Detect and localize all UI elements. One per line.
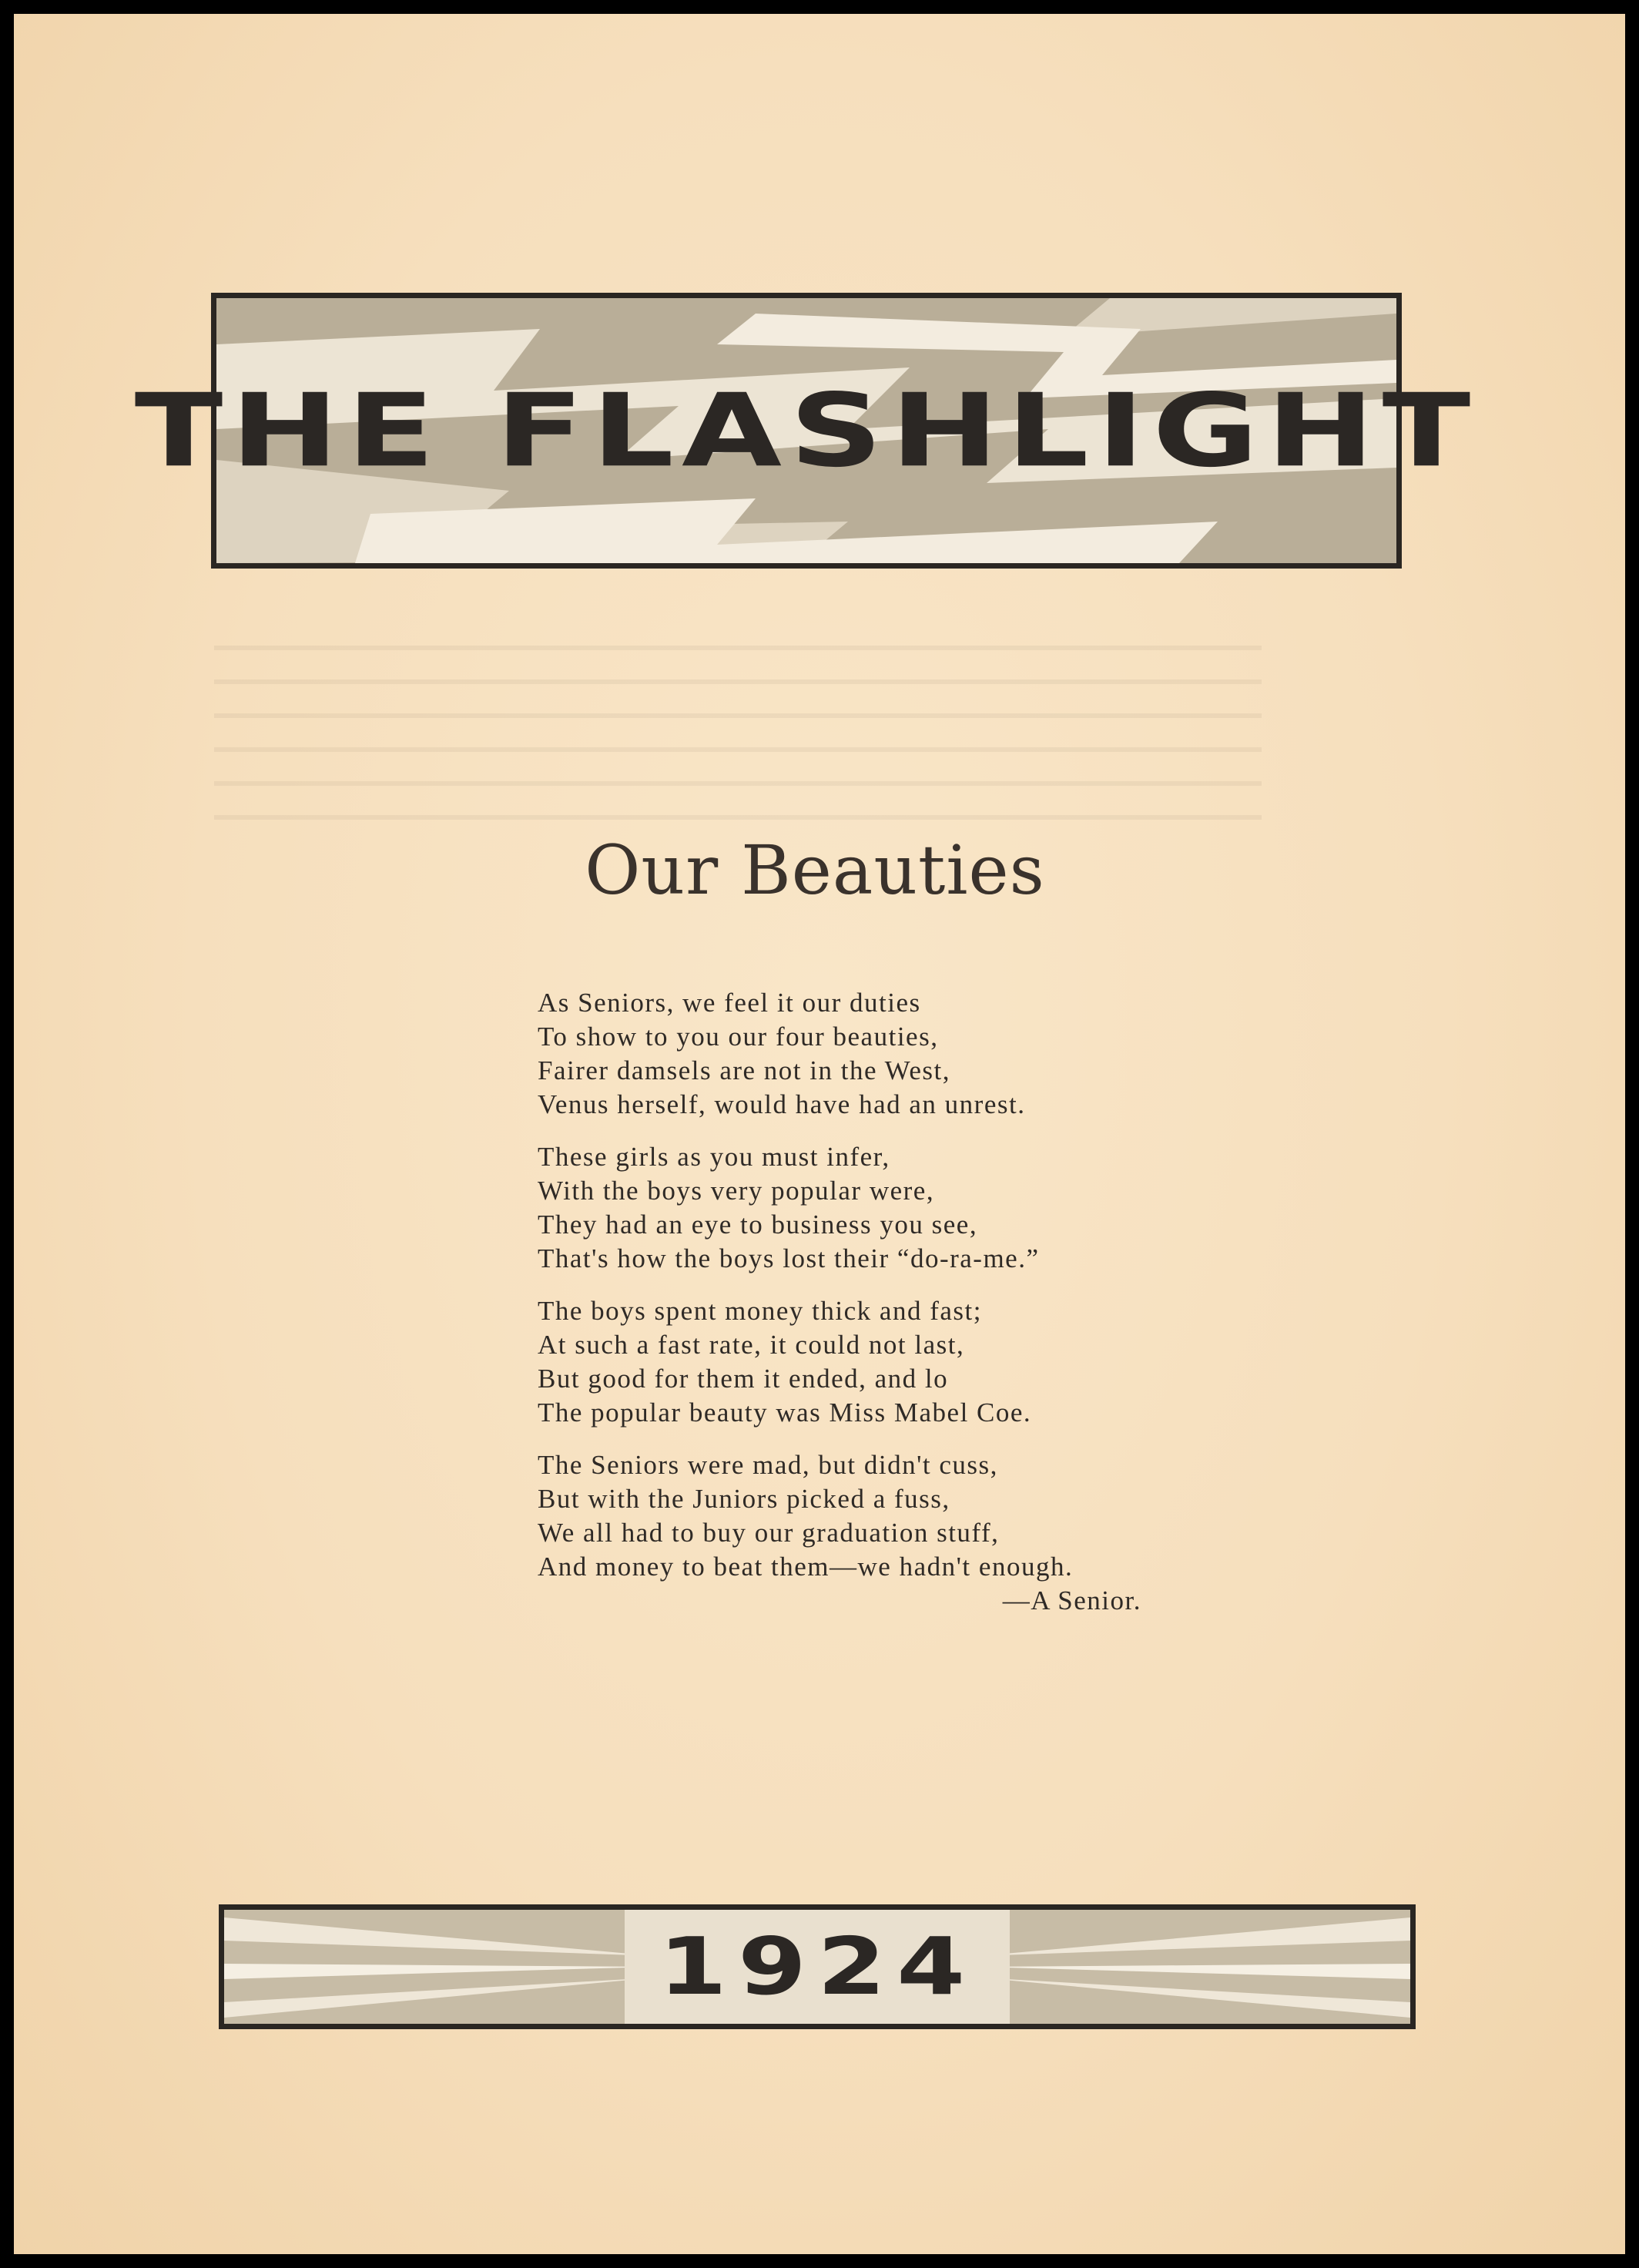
stanza: [538, 1448, 1185, 1584]
poem-title: Our Beauties: [585, 830, 1045, 910]
poem-line: But with the Juniors picked a fuss,: [538, 1484, 950, 1514]
poem-line: And money to beat them—we hadn't enough.: [538, 1552, 1074, 1582]
poem-line: Fairer damsels are not in the West,: [538, 1055, 950, 1085]
poem-line: The Seniors were mad, but didn't cuss,: [538, 1450, 998, 1480]
stanza: [538, 1294, 1185, 1430]
poem-line: We all had to buy our graduation stuff,: [538, 1518, 1000, 1548]
yearbook-page: [14, 14, 1625, 2254]
bleed-through-text: [214, 646, 1262, 846]
poem-body: [538, 986, 1185, 1618]
poem-line: The boys spent money thick and fast;: [538, 1296, 982, 1326]
poem-line: To show to you our four beauties,: [538, 1022, 939, 1052]
stanza: [538, 1140, 1185, 1276]
poem-line: With the boys very popular were,: [538, 1176, 935, 1206]
stanza: [538, 986, 1185, 1122]
header-banner: [134, 293, 1479, 569]
banner-title-text: THE FLASHLIGHT: [134, 371, 1479, 490]
poem-line: They had an eye to business you see,: [538, 1209, 978, 1240]
poem-line: These girls as you must infer,: [538, 1142, 890, 1172]
footer-banner: [219, 1904, 1416, 2029]
banner-year-text: 1924: [658, 1921, 977, 2013]
poem-line: That's how the boys lost their “do-ra-me.”: [538, 1243, 1040, 1273]
poem-line: As Seniors, we feel it our duties: [538, 988, 921, 1018]
poem-signature: —A Senior.: [1002, 1585, 1141, 1615]
poem-line: Venus herself, would have had an unrest.: [538, 1089, 1026, 1119]
poem-line: At such a fast rate, it could not last,: [538, 1330, 965, 1360]
poem-line: But good for them it ended, and lo: [538, 1364, 949, 1394]
poem-line: The popular beauty was Miss Mabel Coe.: [538, 1397, 1032, 1428]
